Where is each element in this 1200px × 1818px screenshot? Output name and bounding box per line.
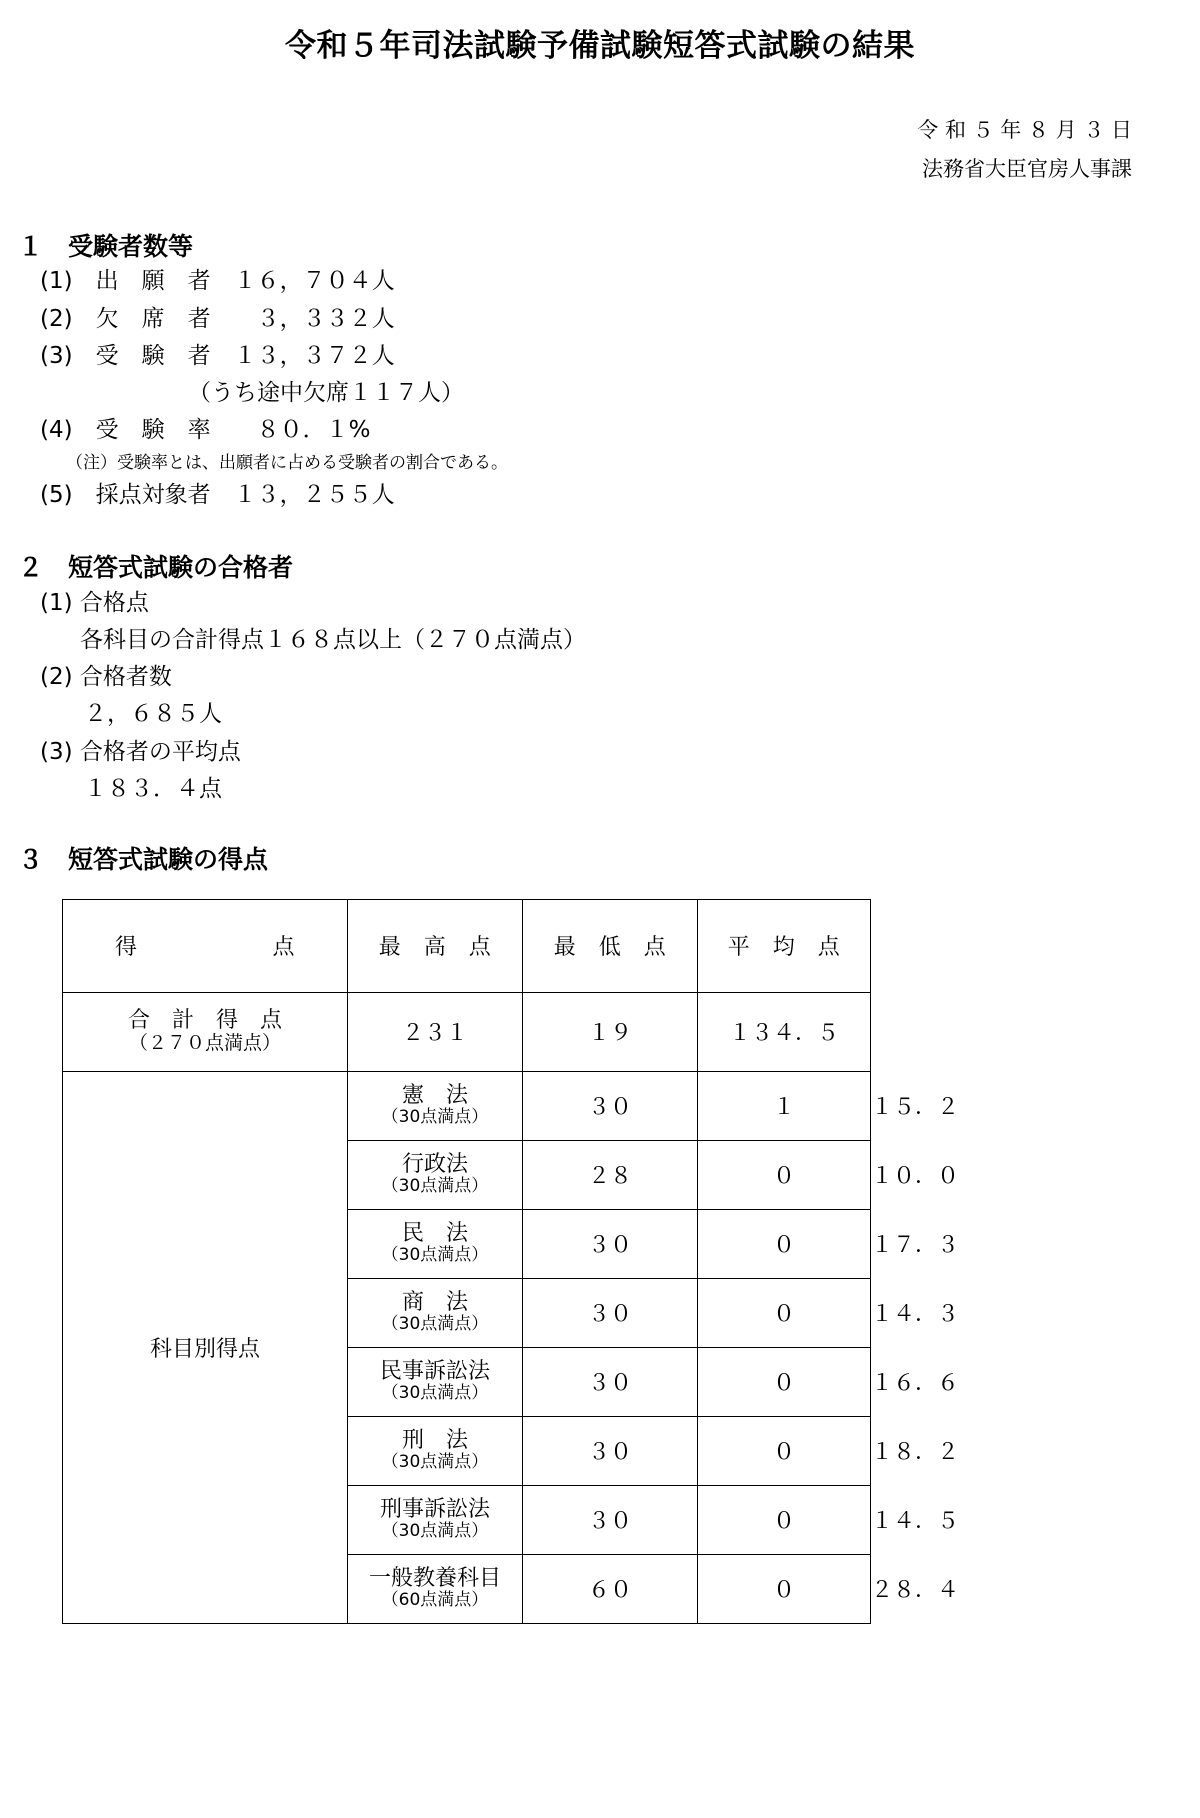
total-score-label-sub: （２７０点満点） bbox=[128, 1032, 281, 1055]
subject-min: ０ bbox=[698, 1347, 871, 1416]
subject-name: 刑 法 bbox=[401, 1428, 468, 1454]
subject-max-points: （30点満点） bbox=[381, 1452, 489, 1473]
subject-max: ３０ bbox=[523, 1485, 698, 1554]
section-1-item-scored: (5) 採点対象者 １３，２５５人 bbox=[40, 481, 395, 508]
table-row: 民事訴訟法 （30点満点） ３０ ０ １６．６ bbox=[63, 1347, 871, 1416]
header-avg: 平 均 点 bbox=[698, 899, 871, 992]
section-1-midway-absence: （うち途中欠席１１７人） bbox=[188, 380, 464, 407]
subject-max-points: （30点満点） bbox=[381, 1521, 489, 1542]
section-2-average-label: (3) 合格者の平均点 bbox=[40, 738, 241, 765]
section-3-heading: ３ 短答式試験の得点 bbox=[18, 845, 269, 875]
section-scores bbox=[18, 844, 1200, 877]
page-title: 令和５年司法試験予備試験短答式試験の結果 bbox=[285, 28, 915, 64]
subject-min: ０ bbox=[698, 1416, 871, 1485]
subject-max-points: （30点満点） bbox=[381, 1245, 489, 1266]
header-min: 最 低 点 bbox=[523, 899, 698, 992]
subject-max: ２８ bbox=[523, 1140, 698, 1209]
subject-name-cell bbox=[348, 1140, 523, 1209]
table-row-total bbox=[63, 992, 871, 1071]
subject-name: 憲 法 bbox=[401, 1083, 468, 1109]
subject-name: 行政法 bbox=[401, 1152, 468, 1178]
section-1-item-examinees: (3) 受 験 者 １３，３７２人 bbox=[40, 342, 395, 369]
table-row: 刑事訴訟法 （30点満点） ３０ ０ １４．５ bbox=[63, 1485, 871, 1554]
score-table-container bbox=[62, 899, 1200, 1624]
subject-name-cell bbox=[348, 1278, 523, 1347]
subject-name: 民事訴訟法 bbox=[379, 1359, 490, 1385]
subject-min: ０ bbox=[698, 1554, 871, 1623]
section-1-heading: １ 受験者数等 bbox=[18, 231, 194, 261]
total-avg: １３４．５ bbox=[698, 992, 871, 1071]
subject-max-points: （30点満点） bbox=[381, 1314, 489, 1335]
subject-name-cell bbox=[348, 1554, 523, 1623]
subject-max-points: （30点満点） bbox=[381, 1107, 489, 1128]
subject-name-cell bbox=[348, 1209, 523, 1278]
table-row: 行政法 （30点満点） ２８ ０ １０．０ bbox=[63, 1140, 871, 1209]
section-2-passer-count-value: ２，６８５人 bbox=[84, 701, 222, 728]
subject-max-points: （30点満点） bbox=[381, 1383, 489, 1404]
subject-name-cell bbox=[348, 1071, 523, 1140]
subject-min: １ bbox=[698, 1071, 871, 1140]
subject-min: ０ bbox=[698, 1209, 871, 1278]
section-1-item-applicants: (1) 出 願 者 １６，７０４人 bbox=[40, 268, 395, 295]
total-score-label-main: 合 計 得 点 bbox=[127, 1007, 282, 1033]
subject-max: ３０ bbox=[523, 1416, 698, 1485]
section-2-passing-score-label: (1) 合格点 bbox=[40, 589, 149, 616]
section-2-passer-count-label: (2) 合格者数 bbox=[40, 664, 172, 691]
subject-name: 刑事訴訟法 bbox=[379, 1497, 490, 1523]
table-row: 民 法 （30点満点） ３０ ０ １７．３ bbox=[63, 1209, 871, 1278]
issuing-authority: 法務省大臣官房人事課 bbox=[922, 157, 1132, 182]
subject-name-cell bbox=[348, 1347, 523, 1416]
section-1-item-absentees: (2) 欠 席 者 ３，３３２人 bbox=[40, 305, 395, 332]
table-row: 商 法 （30点満点） ３０ ０ １４．３ bbox=[63, 1278, 871, 1347]
table-row: 一般教養科目 （60点満点） ６０ ０ ２８．４ bbox=[63, 1554, 871, 1623]
section-2-passing-score-value: 各科目の合計得点１６８点以上（２７０点満点） bbox=[80, 626, 586, 653]
section-2-average-value: １８３．４点 bbox=[84, 775, 222, 802]
subject-group-label: 科目別得点 bbox=[63, 1071, 348, 1623]
subject-max: ３０ bbox=[523, 1347, 698, 1416]
subject-name: 商 法 bbox=[401, 1290, 468, 1316]
subject-min: ０ bbox=[698, 1278, 871, 1347]
total-min: １９ bbox=[523, 992, 698, 1071]
subject-min: ０ bbox=[698, 1140, 871, 1209]
total-max: ２３１ bbox=[348, 992, 523, 1071]
total-score-label bbox=[63, 992, 348, 1071]
section-examinees bbox=[18, 231, 1200, 514]
table-row: 科目別得点 憲 法 （30点満点） ３０ １ １５．２ bbox=[63, 1071, 871, 1140]
subject-max: ６０ bbox=[523, 1554, 698, 1623]
subject-max: ３０ bbox=[523, 1071, 698, 1140]
subject-name-cell bbox=[348, 1416, 523, 1485]
score-table bbox=[62, 899, 960, 1624]
issue-date: 令 和 ５ 年 ８ 月 ３ 日 bbox=[917, 118, 1132, 143]
subject-max-points: （60点満点） bbox=[381, 1590, 489, 1611]
section-1-note: （注）受験率とは、出願者に占める受験者の割合である。 bbox=[66, 452, 508, 473]
subject-max: ３０ bbox=[523, 1209, 698, 1278]
document-meta bbox=[0, 111, 1200, 189]
table-header-row bbox=[63, 899, 871, 992]
header-max: 最 高 点 bbox=[348, 899, 523, 992]
subject-max-points: （30点満点） bbox=[381, 1176, 489, 1197]
table-row: 刑 法 （30点満点） ３０ ０ １８．２ bbox=[63, 1416, 871, 1485]
section-2-heading: ２ 短答式試験の合格者 bbox=[18, 553, 294, 583]
subject-min: ０ bbox=[698, 1485, 871, 1554]
subject-name-cell bbox=[348, 1485, 523, 1554]
subject-name: 一般教養科目 bbox=[368, 1566, 501, 1592]
subject-max: ３０ bbox=[523, 1278, 698, 1347]
section-passers bbox=[18, 552, 1200, 808]
subject-name: 民 法 bbox=[401, 1221, 468, 1247]
section-1-item-exam-rate: (4) 受 験 率 ８０．１% bbox=[40, 417, 371, 444]
header-score: 得 点 bbox=[63, 899, 348, 992]
